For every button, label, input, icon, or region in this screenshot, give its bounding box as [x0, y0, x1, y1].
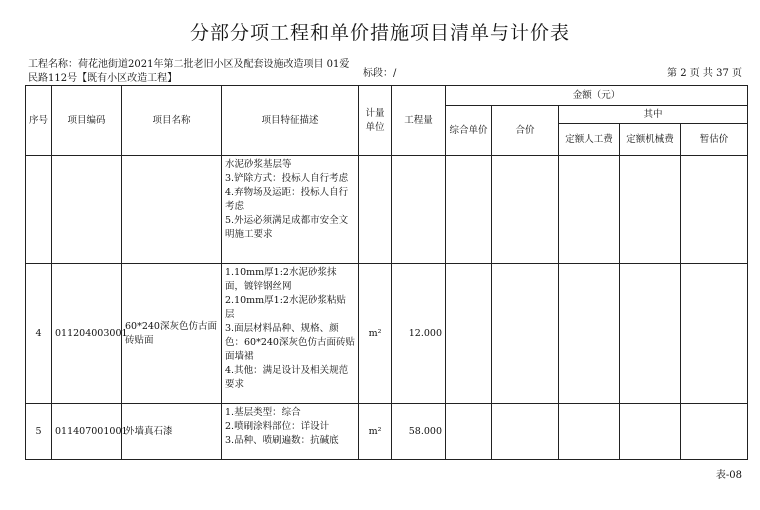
section-label: 标段：/: [363, 68, 397, 79]
page-title: 分部分项工程和单价措施项目清单与计价表: [189, 22, 570, 44]
header-amount: 金额（元）: [446, 86, 748, 106]
desc-line: 水泥砂浆基层等: [225, 159, 292, 170]
header-provisional: 暂估价: [681, 124, 748, 156]
row-desc: [222, 264, 359, 404]
row-desc: [222, 156, 359, 264]
table-row: [26, 404, 748, 460]
row-code: 011204003001: [52, 264, 122, 404]
header-unit-price: 综合单价: [446, 106, 492, 156]
header-name: 项目名称: [122, 86, 222, 156]
desc-line: 1.基层类型：综合: [225, 407, 301, 418]
project-name: 工程名称：荷花池街道2021年第二批老旧小区及配套设施改造项目 01爱民路112号【既有小区改造工程】: [28, 59, 350, 84]
header-no: 序号: [26, 86, 52, 156]
desc-line: 3.面层材料品种、规格、颜色：60*240深灰色仿古面砖贴面墙裙: [225, 323, 355, 362]
row-no: 4: [26, 264, 52, 404]
row-no: [26, 156, 52, 264]
table-row: [26, 156, 748, 264]
desc-line: 4.弃物场及运距：投标人自行考虑: [225, 187, 349, 212]
table-row: [26, 264, 748, 404]
bill-table: [25, 85, 748, 460]
header-labor: 定额人工费: [559, 124, 620, 156]
desc-line: 1.10mm厚1:2水泥砂浆抹面，镀锌钢丝网: [225, 267, 337, 292]
form-number: 表-08: [715, 470, 742, 481]
row-name: 60*240深灰色仿古面砖贴面: [122, 264, 222, 404]
row-desc: [222, 404, 359, 460]
desc-line: 3.铲除方式：投标人自行考虑: [225, 173, 349, 184]
header-unit: 计量单位: [359, 86, 392, 156]
desc-line: 3.品种、喷刷遍数：抗碱底: [225, 435, 339, 446]
header-qty: 工程量: [392, 86, 446, 156]
desc-line: 2.10mm厚1:2水泥砂浆粘贴层: [225, 295, 346, 320]
desc-line: 2.喷刷涂料部位：详设计: [225, 421, 330, 432]
row-qty: 58.000: [392, 404, 446, 460]
desc-line: 4.其他：满足设计及相关规范要求: [225, 365, 349, 390]
row-code: [52, 156, 122, 264]
row-qty: [392, 156, 446, 264]
row-code: 011407001001: [52, 404, 122, 460]
desc-line: 5.外运必须满足成都市安全文明施工要求: [225, 215, 349, 240]
header-desc: 项目特征描述: [222, 86, 359, 156]
header-total: 合价: [492, 106, 559, 156]
header-code: 项目编码: [52, 86, 122, 156]
header-machine: 定额机械费: [620, 124, 681, 156]
header-of-which: 其中: [559, 106, 748, 124]
row-unit: [359, 156, 392, 264]
row-name: 外墙真石漆: [122, 404, 222, 460]
row-name: [122, 156, 222, 264]
row-qty: 12.000: [392, 264, 446, 404]
row-unit: m²: [359, 264, 392, 404]
row-no: 5: [26, 404, 52, 460]
page-counter: 第 2 页 共 37 页: [667, 68, 742, 79]
row-unit: m²: [359, 404, 392, 460]
